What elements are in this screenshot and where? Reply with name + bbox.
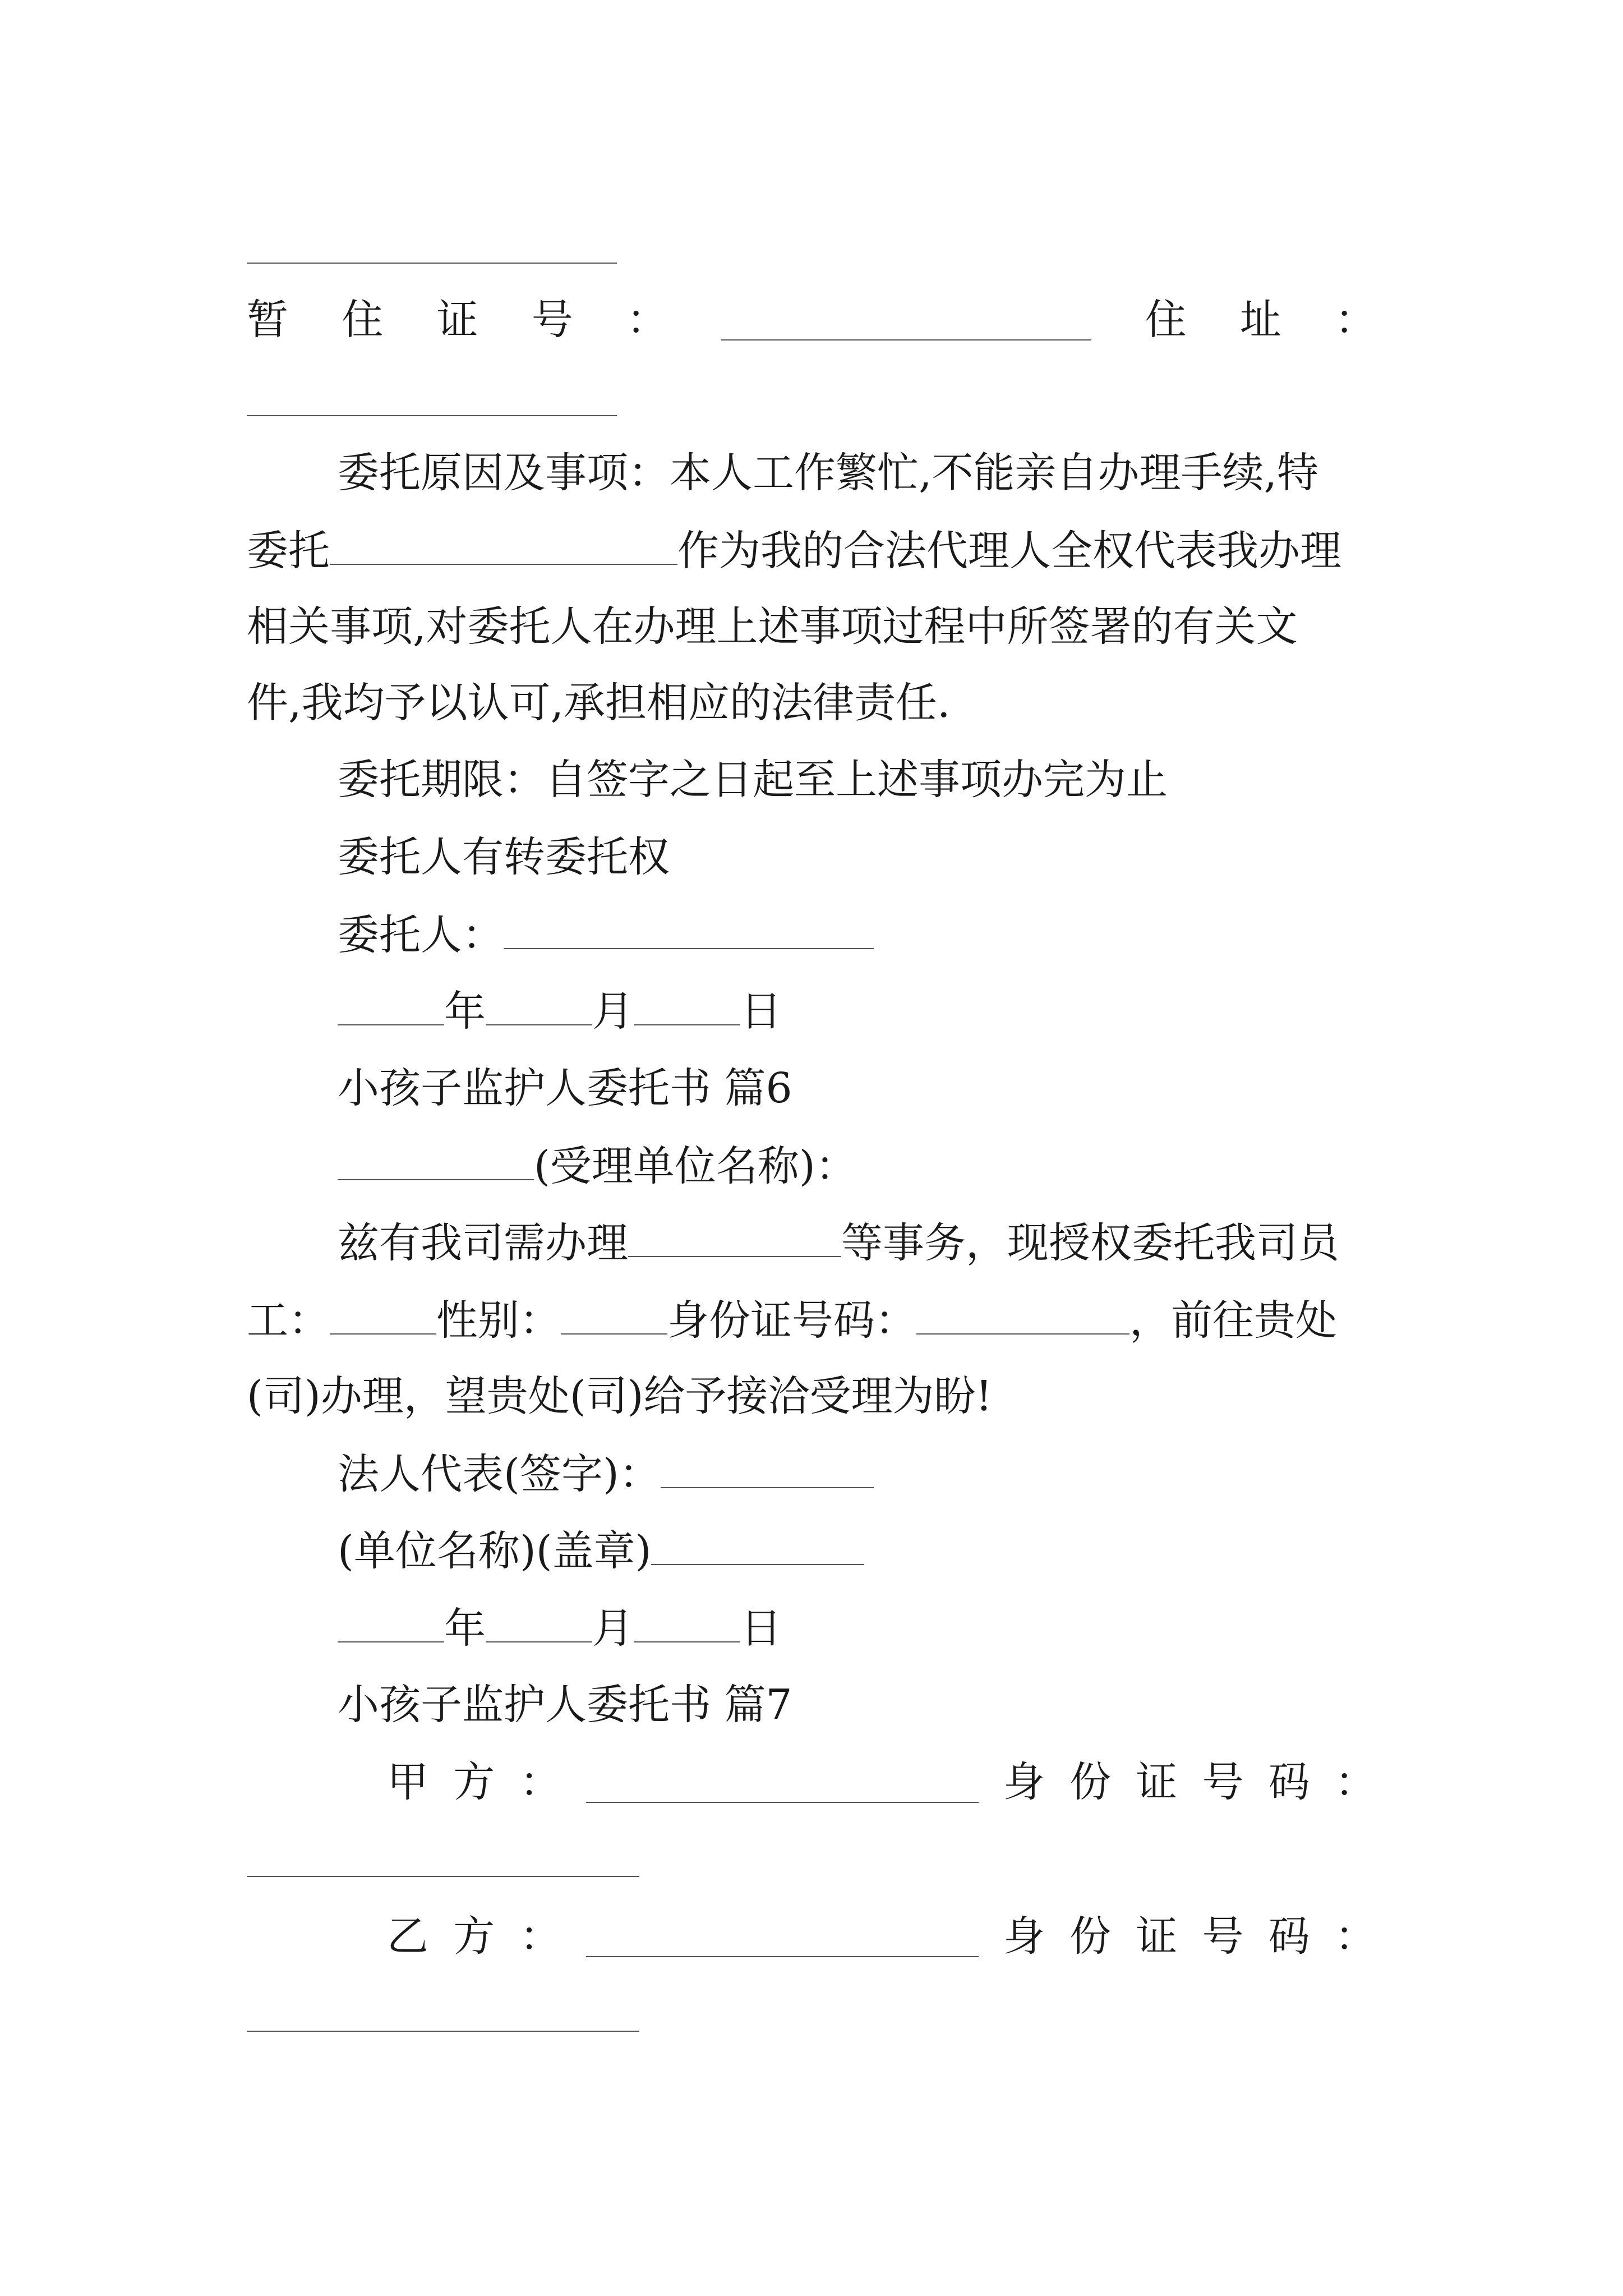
day-label: 日 — [740, 987, 782, 1036]
party-b-id-char: 号 — [1202, 1912, 1244, 1961]
party-a-id-char: 证 — [1136, 1758, 1178, 1806]
legal-rep-label: 法人代表(签字)： — [338, 1450, 661, 1498]
principal-signature-row — [338, 911, 874, 959]
address-char: 址 — [1239, 296, 1281, 344]
accepting-unit-blank[interactable] — [338, 1144, 534, 1180]
agent-name-blank[interactable] — [330, 529, 677, 565]
address-char: 住 — [1145, 296, 1187, 344]
section-6-body-1 — [338, 1219, 1339, 1267]
month-blank[interactable] — [486, 1607, 592, 1642]
day-label: 日 — [740, 1604, 782, 1653]
body-1-text-a: 兹有我司需办理 — [338, 1219, 628, 1267]
gender-blank[interactable] — [561, 1299, 667, 1335]
section-6-body-2 — [247, 1296, 1337, 1345]
entrust-period: 委托期限：自签字之日起至上述事项办完为止 — [338, 756, 1168, 804]
subdelegation-right: 委托人有转委托权 — [338, 833, 670, 881]
section-6-title: 小孩子监护人委托书 篇6 — [338, 1064, 792, 1112]
id-number-blank[interactable] — [916, 1299, 1129, 1335]
id-number-label: 身份证号码： — [667, 1296, 916, 1345]
employee-blank[interactable] — [330, 1299, 436, 1335]
party-a-char: ： — [519, 1758, 561, 1806]
reason-delegate-label: 委托 — [247, 527, 330, 575]
year-blank[interactable] — [338, 990, 444, 1025]
party-b-id-char: 证 — [1136, 1912, 1178, 1961]
principal-blank[interactable] — [504, 913, 874, 949]
temp-id-char: 住 — [342, 296, 384, 344]
month-label: 月 — [592, 1604, 634, 1653]
employee-label: 工： — [247, 1296, 330, 1345]
reason-line-4: 件,我均予以认可,承担相应的法律责任. — [247, 679, 951, 727]
party-a-id-char: 码 — [1268, 1758, 1310, 1806]
addressee-label: (受理单位名称)： — [534, 1142, 857, 1190]
party-b-row — [247, 1912, 1376, 1961]
party-b-char: 方 — [453, 1912, 495, 1961]
section-6-body-3: (司)办理，望贵处(司)给予接洽受理为盼! — [247, 1372, 993, 1420]
reason-line-1: 委托原因及事项：本人工作繁忙,不能亲自办理手续,特 — [338, 449, 1319, 497]
section-7-title: 小孩子监护人委托书 篇7 — [338, 1681, 792, 1729]
year-label: 年 — [444, 987, 486, 1036]
address-blank[interactable] — [247, 415, 617, 416]
principal-label: 委托人： — [338, 911, 504, 959]
unit-seal-label: (单位名称)(盖章) — [338, 1527, 652, 1575]
party-a-row — [247, 1758, 1376, 1806]
party-b-char: 乙 — [387, 1912, 428, 1961]
body-1-text-b: 等事务，现授权委托我司员 — [841, 1219, 1339, 1267]
party-a-char: 方 — [453, 1758, 495, 1806]
temp-id-char: 暂 — [247, 296, 288, 344]
party-a-id-char: 份 — [1069, 1758, 1112, 1806]
party-b-id-char: ： — [1334, 1912, 1376, 1961]
reason-line-2 — [247, 527, 1341, 575]
year-blank[interactable] — [338, 1607, 444, 1642]
party-a-id-blank[interactable] — [247, 1876, 639, 1877]
year-label: 年 — [444, 1604, 486, 1653]
unit-seal-blank[interactable] — [651, 1529, 864, 1565]
party-a-id-char: ： — [1334, 1758, 1376, 1806]
temp-id-char: 证 — [436, 296, 478, 344]
party-b-id-char: 身 — [1003, 1912, 1045, 1961]
party-a-char: 甲 — [387, 1758, 428, 1806]
temp-id-char: ： — [626, 296, 668, 344]
date-row-1 — [338, 987, 782, 1036]
month-label: 月 — [592, 987, 634, 1036]
day-blank[interactable] — [634, 1607, 740, 1642]
day-blank[interactable] — [634, 990, 740, 1025]
matter-blank[interactable] — [628, 1221, 841, 1257]
party-b-id-char: 份 — [1069, 1912, 1112, 1961]
unit-seal-row — [338, 1527, 864, 1575]
section-6-addressee — [338, 1142, 857, 1190]
party-b-id-blank[interactable] — [247, 2031, 639, 2032]
gender-label: 性别： — [436, 1296, 561, 1345]
temp-id-char: 号 — [531, 296, 573, 344]
temp-residence-row — [247, 296, 1376, 344]
reason-line-3: 相关事项,对委托人在办理上述事项过程中所签署的有关文 — [247, 602, 1298, 651]
address-char: ： — [1335, 296, 1376, 344]
month-blank[interactable] — [486, 990, 592, 1025]
party-a-id-char: 号 — [1202, 1758, 1244, 1806]
body-2-text-end: ，前往贵处 — [1129, 1296, 1337, 1345]
legal-rep-blank[interactable] — [661, 1452, 874, 1488]
party-a-name-blank[interactable] — [586, 1767, 979, 1803]
party-b-id-char: 码 — [1268, 1912, 1310, 1961]
legal-rep-row — [338, 1450, 874, 1498]
date-row-2 — [338, 1604, 782, 1653]
party-a-id-char: 身 — [1003, 1758, 1045, 1806]
party-b-name-blank[interactable] — [586, 1921, 979, 1957]
underline-continuation-top — [247, 263, 617, 264]
party-b-char: ： — [519, 1912, 561, 1961]
reason-line-2-rest: 作为我的合法代理人全权代表我办理 — [677, 527, 1341, 575]
temp-id-blank[interactable] — [721, 305, 1091, 341]
